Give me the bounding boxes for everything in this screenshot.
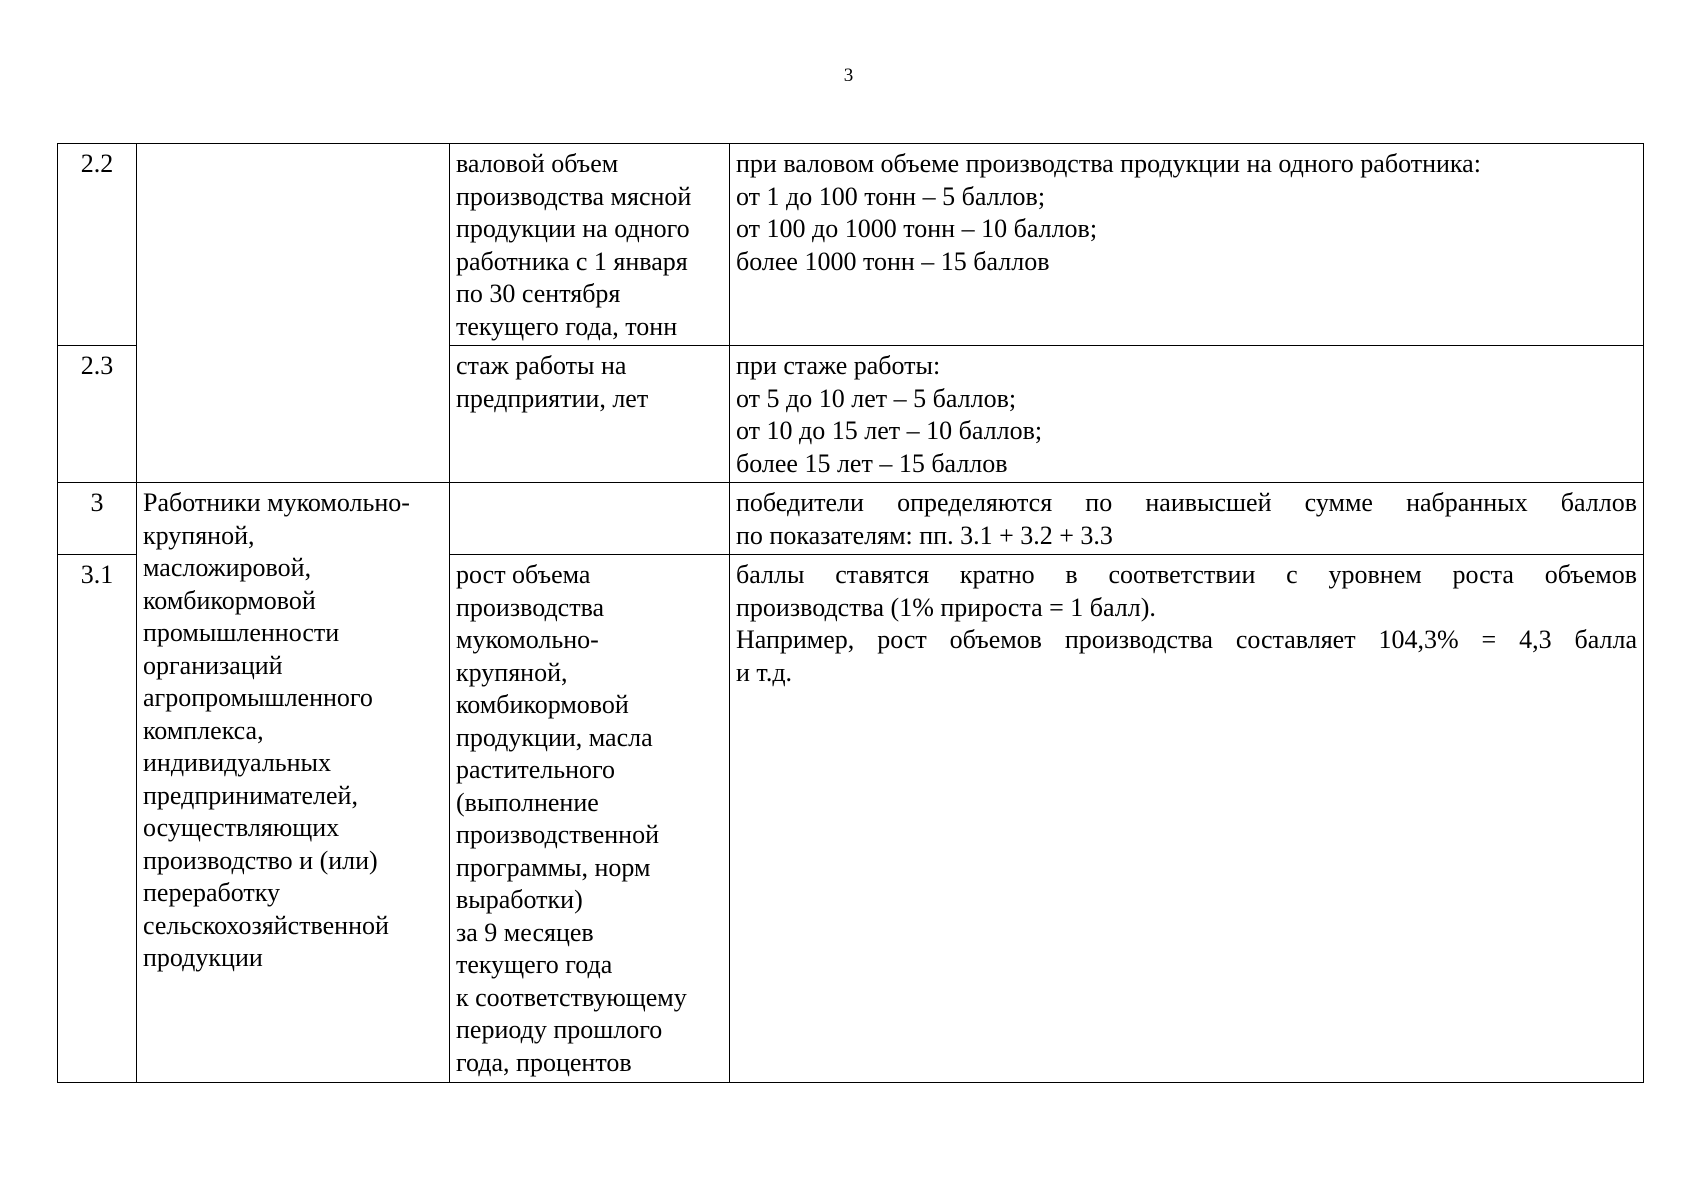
category-line: масложировой, [143,553,312,582]
scoring-line: более 1000 тонн – 15 баллов [736,246,1050,276]
scoring-cell [730,483,1644,555]
category-line: организаций [143,650,283,680]
criteria-table [57,143,1644,1083]
indicator-line: крупяной, [456,657,568,687]
indicator-line: года, процентов [456,1047,632,1077]
category-line: сельскохозяйственной [143,910,389,940]
scoring-line: победители определяются по наивысшей сумме набранных баллов [736,488,1637,517]
row-number-cell: 2.2 [58,144,137,346]
category-line: продукции [143,943,263,972]
indicator-line: текущего года, тонн [456,311,678,341]
category-line: агропромышленного [143,683,373,712]
scoring-line: баллы ставятся кратно в соответствии с уровнем роста объемов [736,560,1637,589]
indicator-line: производства [456,592,605,622]
indicator-line: производственной [456,820,659,849]
scoring-line: Например, рост объемов производства составляет 104,3% = 4,3 балла [736,625,1637,654]
indicator-line: рост объема [456,560,591,589]
category-line: крупяной, [143,520,255,550]
scoring-line: от 5 до 10 лет – 5 баллов; [736,383,1017,413]
scoring-line: при валовом объеме производства продукции на одного работника: [736,149,1481,178]
indicator-cell [450,144,730,346]
indicator-line: стаж работы на [456,351,627,380]
indicator-line: текущего года [456,950,613,979]
indicator-line: мукомольно- [456,625,599,654]
scoring-line: по показателям: пп. 3.1 + 3.2 + 3.3 [736,520,1113,550]
indicator-line: по 30 сентября [456,279,621,308]
scoring-cell [730,346,1644,483]
indicator-line: выработки) [456,885,583,914]
scoring-line: и т.д. [736,657,793,687]
indicator-line: комбикормовой [456,690,629,719]
category-cell-empty [137,144,450,483]
scoring-line: от 100 до 1000 тонн – 10 баллов; [736,214,1098,243]
category-line: производство и (или) [143,845,378,875]
indicator-line: за 9 месяцев [456,917,594,947]
row-number-cell: 3 [58,483,137,555]
indicator-cell-empty [450,483,730,555]
table-row [58,483,1644,555]
scoring-cell [730,555,1644,1083]
category-line: промышленности [143,618,340,647]
scoring-cell [730,144,1644,346]
category-line: индивидуальных [143,748,332,777]
category-line: переработку [143,878,281,907]
scoring-line: производства (1% прироста = 1 балл). [736,592,1156,622]
table-row [58,144,1644,346]
scoring-line: от 10 до 15 лет – 10 баллов; [736,416,1043,445]
indicator-line: продукции на одного [456,214,690,243]
indicator-line: валовой объем [456,149,619,178]
scoring-line: более 15 лет – 15 баллов [736,448,1008,478]
category-cell [137,483,450,1083]
indicator-line: периоду прошлого [456,1015,663,1044]
indicator-line: работника с 1 января [456,246,688,276]
scoring-line: от 1 до 100 тонн – 5 баллов; [736,181,1046,211]
category-line: Работники мукомольно- [143,488,410,517]
page-number: 3 [843,65,854,86]
indicator-line: к соответствующему [456,982,687,1012]
scoring-line: при стаже работы: [736,351,941,380]
indicator-line: (выполнение [456,787,599,817]
category-line: осуществляющих [143,813,340,842]
indicator-cell [450,346,730,483]
category-line: комбикормовой [143,585,316,615]
indicator-line: производства мясной [456,181,692,211]
indicator-line: программы, норм [456,852,651,882]
category-line: комплекса, [143,715,264,745]
indicator-line: предприятии, лет [456,383,649,413]
indicator-cell [450,555,730,1083]
indicator-line: продукции, масла [456,722,653,752]
category-line: предпринимателей, [143,780,358,810]
row-number-cell: 3.1 [58,555,137,1083]
indicator-line: растительного [456,755,616,784]
row-number-cell: 2.3 [58,346,137,483]
